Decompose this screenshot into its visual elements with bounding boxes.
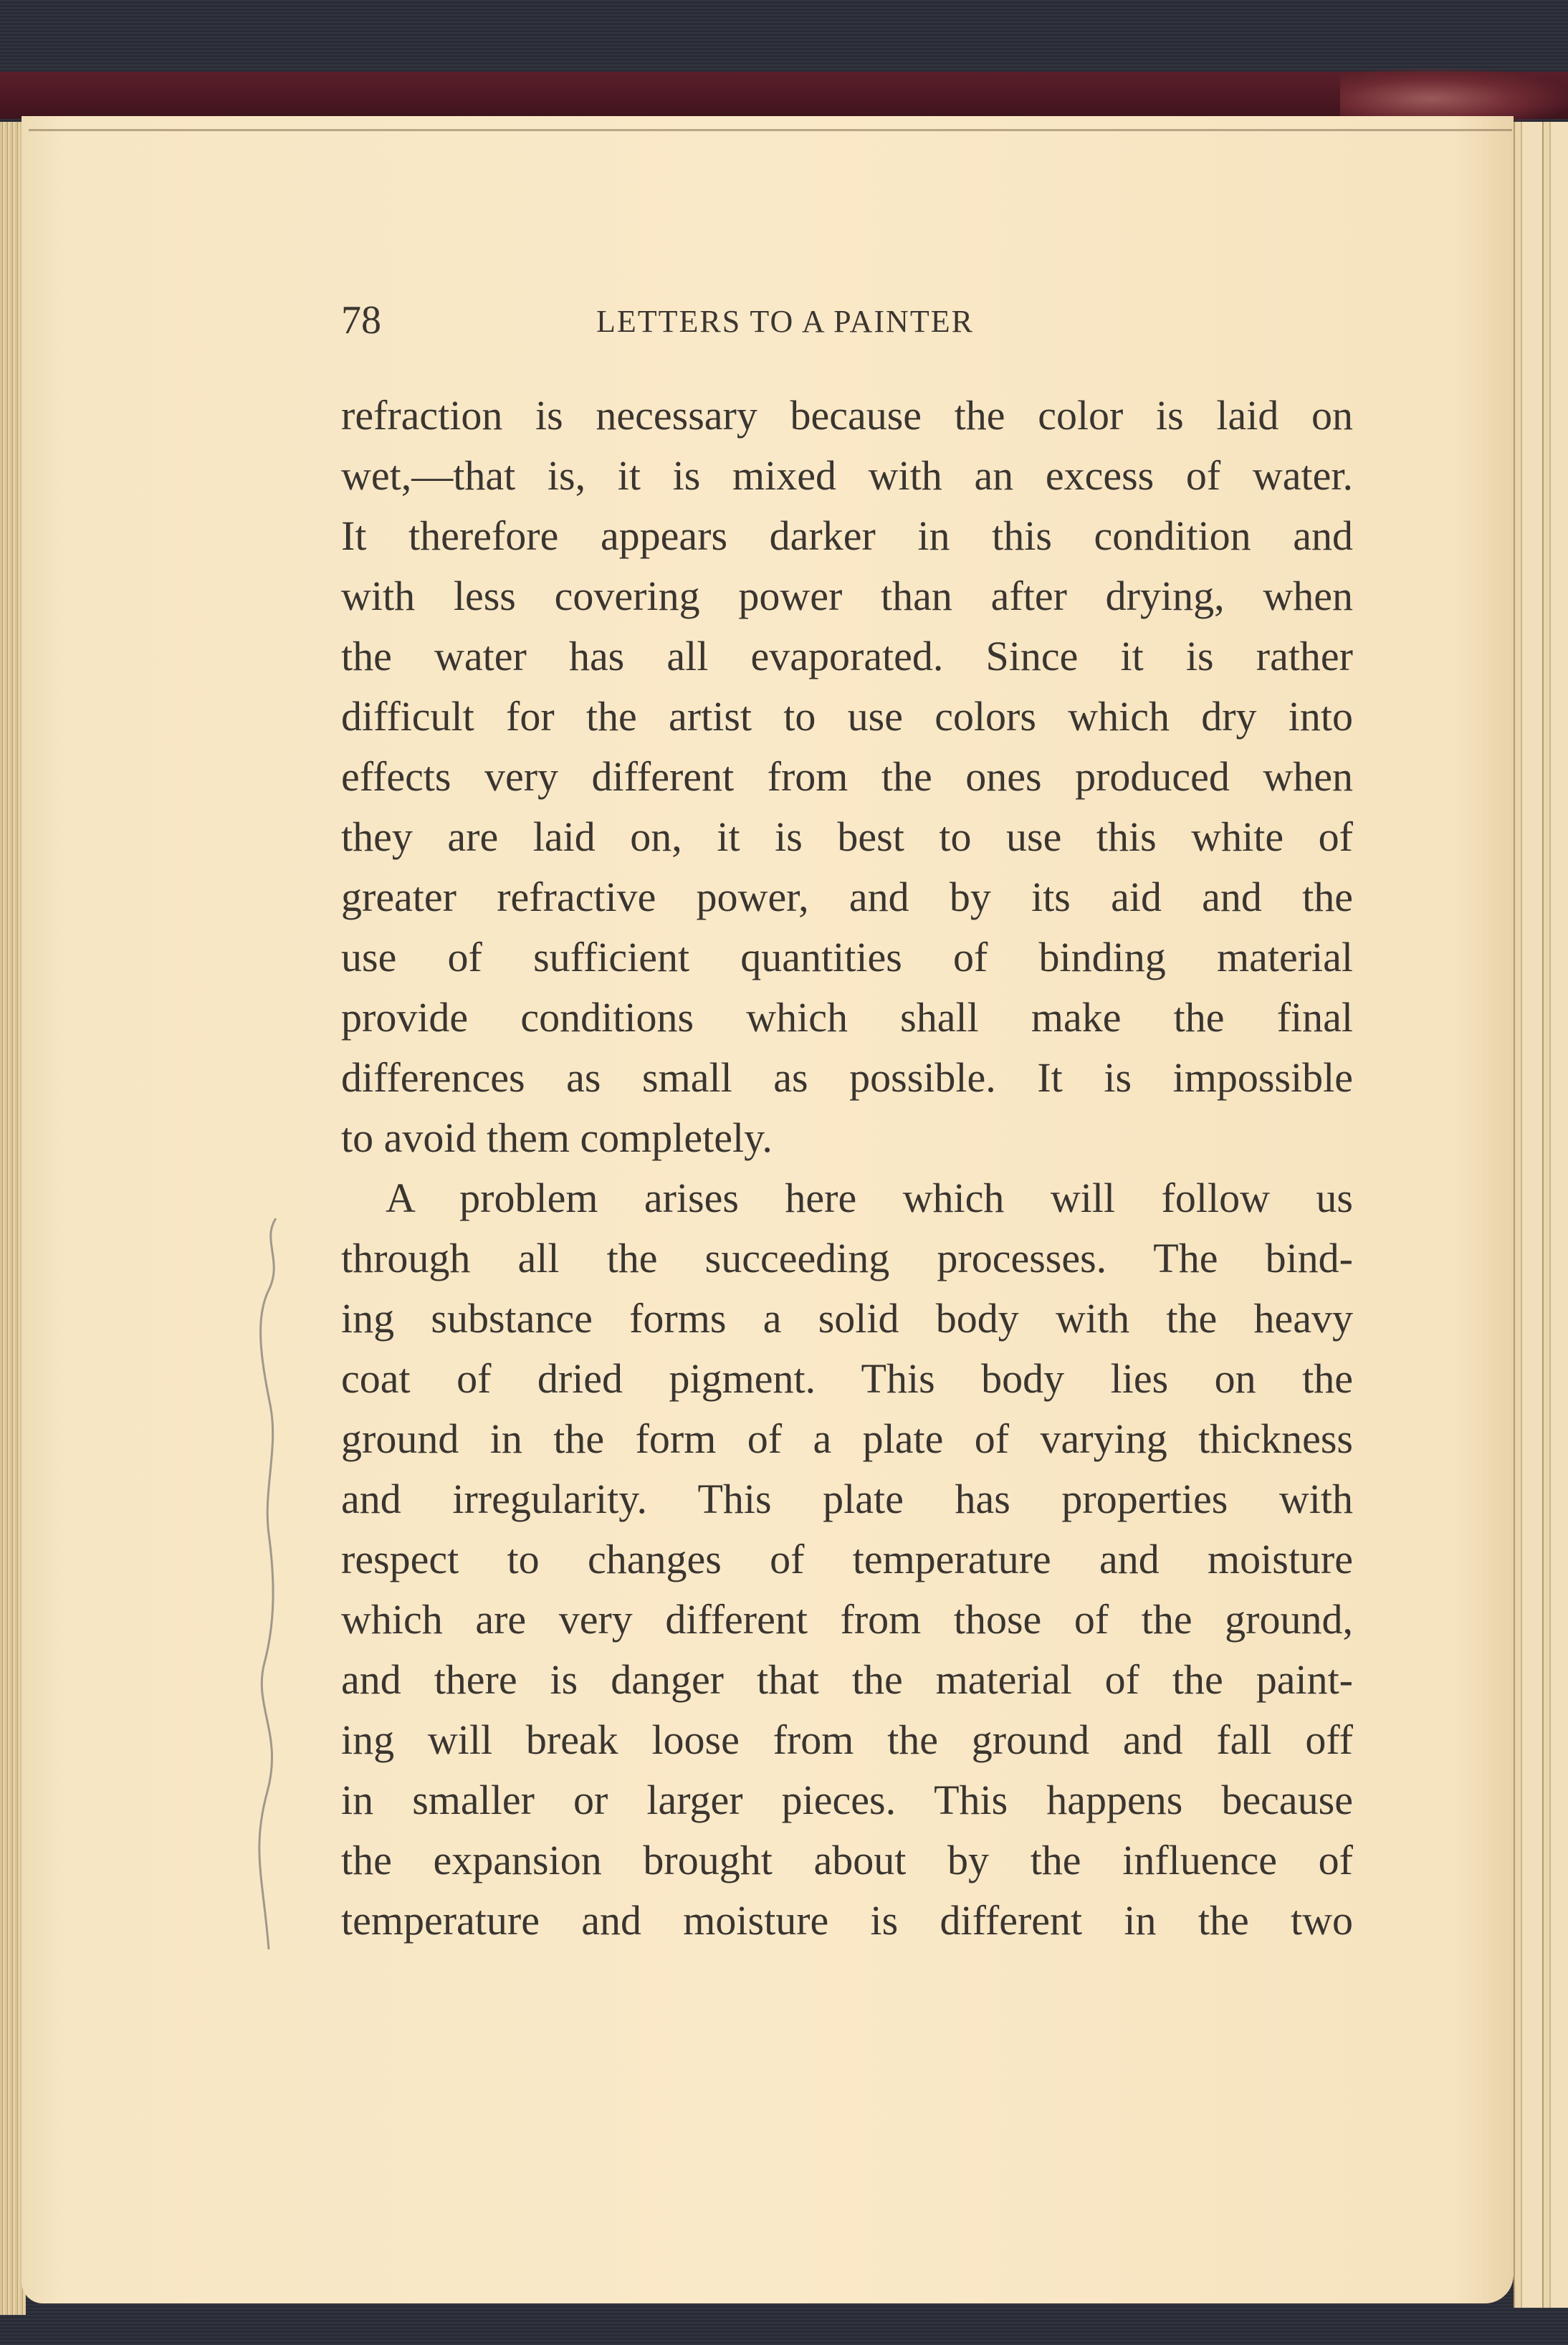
running-head [341, 297, 1353, 343]
text-line: greater refractive power, and by its aid and the [341, 874, 1353, 920]
running-title: LETTERS TO A PAINTER [596, 304, 974, 339]
text-line: with less covering power than after drying, when [341, 573, 1353, 619]
text-line: and there is danger that the material of the paint- [341, 1656, 1353, 1703]
text-line: coat of dried pigment. This body lies on the [341, 1355, 1353, 1402]
text-line: ground in the form of a plate of varying thickness [341, 1415, 1353, 1462]
book-spine-band [0, 72, 1568, 119]
text-line: the water has all evaporated. Since it is rather [341, 633, 1353, 679]
page-top-edge [29, 129, 1512, 131]
text-line: respect to changes of temperature and moisture [341, 1536, 1353, 1582]
text-line: provide conditions which shall make the final [341, 994, 1353, 1041]
text-line: refraction is necessary because the color is laid on [341, 392, 1353, 439]
text-line: ing will break loose from the ground and fall off [341, 1716, 1353, 1763]
text-line: It therefore appears darker in this condition and [341, 512, 1353, 559]
text-line: to avoid them completely. [341, 1114, 773, 1161]
paragraph-start-line: A problem arises here which will follow us [386, 1175, 1353, 1221]
page-number: 78 [341, 298, 381, 343]
text-line: differences as small as possible. It is impossible [341, 1054, 1353, 1101]
text-line: in smaller or larger pieces. This happens because [341, 1777, 1353, 1823]
text-line: which are very different from those of the ground, [341, 1596, 1353, 1643]
pencil-margin-mark [254, 1218, 290, 1949]
body-text [341, 386, 1353, 1951]
text-line: wet,—that is, it is mixed with an excess of water. [341, 452, 1353, 499]
text-line: and irregularity. This plate has properties with [341, 1476, 1353, 1522]
text-line: ing substance forms a solid body with the heavy [341, 1295, 1353, 1342]
text-line: the expansion brought about by the influence of [341, 1837, 1353, 1883]
text-line: through all the succeeding processes. The bind- [341, 1235, 1353, 1281]
text-line: use of sufficient quantities of binding material [341, 934, 1353, 980]
page-edges-right [1514, 122, 1568, 2308]
text-line: temperature and moisture is different in the two [341, 1897, 1353, 1944]
text-line: difficult for the artist to use colors which dry into [341, 693, 1353, 740]
text-line: effects very different from the ones produced when [341, 753, 1353, 800]
text-line: they are laid on, it is best to use this white of [341, 813, 1353, 860]
